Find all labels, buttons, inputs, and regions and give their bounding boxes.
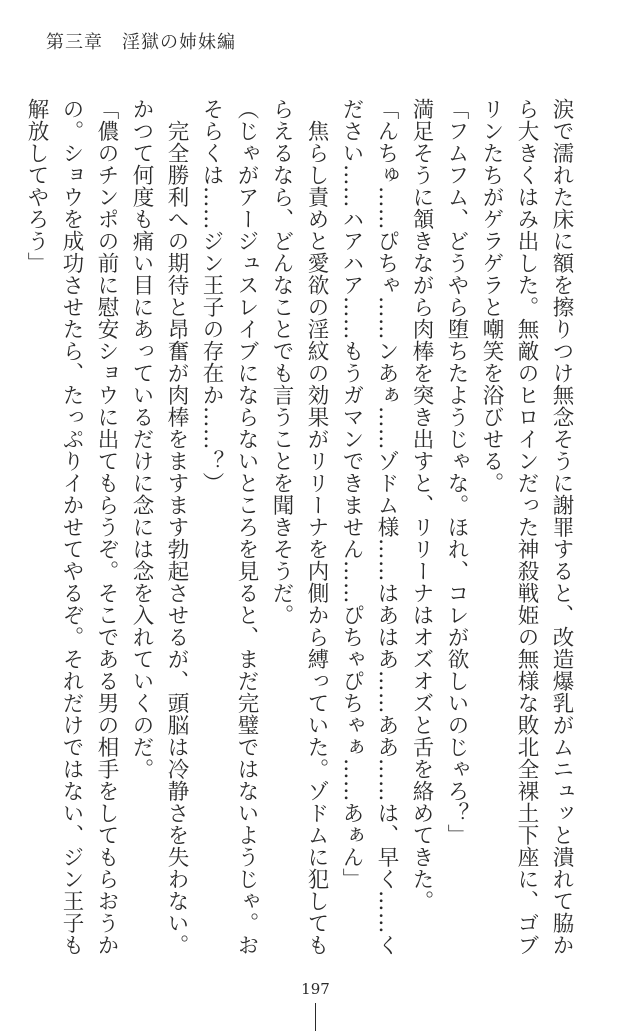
paragraph: 涙で濡れた床に額を擦りつけ無念そうに謝罪すると、改造爆乳がムニュッと潰れて脇から大きくはみ出した。無敵のヒロインだった神殺戦姫の無様な敗北全裸土下座に、ゴブリンたちがゲラゲラと嘲笑を浴びせる。	[479, 98, 574, 956]
paragraph: 「んちゅ……ぴちゃ……ンあぁ……ゾドム様……はあはあ……ああ……は、早く……ください……ハアハア……もうガマンできません……ぴちゃぴちゃぁ……あぁん」	[339, 98, 399, 956]
paragraph: 「儂のチンポの前に慰安ショウに出てもらうぞ。そこである男の相手をしてもらおうかの。ショウを成功させたら、たっぷりイかせてやるぞ。それだけではない、ジン王子も解放してやろう」	[24, 98, 119, 956]
paragraph: 満足そうに頷きながら肉棒を突き出すと、リリーナはオズオズと舌を絡めてきた。	[409, 98, 434, 912]
vertical-body-text	[24, 98, 579, 968]
page-divider-line	[315, 1003, 316, 1031]
paragraph: 焦らし責めと愛欲の淫紋の効果がリリーナを内側から縛っていた。ゾドムに犯してもらえるなら、どんなことでも言うことを聞きそうだ。	[269, 98, 329, 956]
paragraph: 「フムフム、どうやら堕ちたようじゃな。ほれ、コレが欲しいのじゃろ？」	[444, 98, 469, 846]
paragraph: 完全勝利への期待と昂奮が肉棒をますます勃起させるが、頭脳は冷静さを失わない。かつて何度も痛い目にあっているだけに念には念を入れていくのだ。	[129, 98, 189, 956]
chapter-header: 第三章 淫獄の姉妹編	[46, 32, 236, 53]
page-number: 197	[301, 980, 330, 998]
paragraph: （じゃがアージュスレイブにならないところを見ると、まだ完璧ではないようじゃ。おそらくは……ジン王子の存在か……？）	[199, 98, 259, 956]
